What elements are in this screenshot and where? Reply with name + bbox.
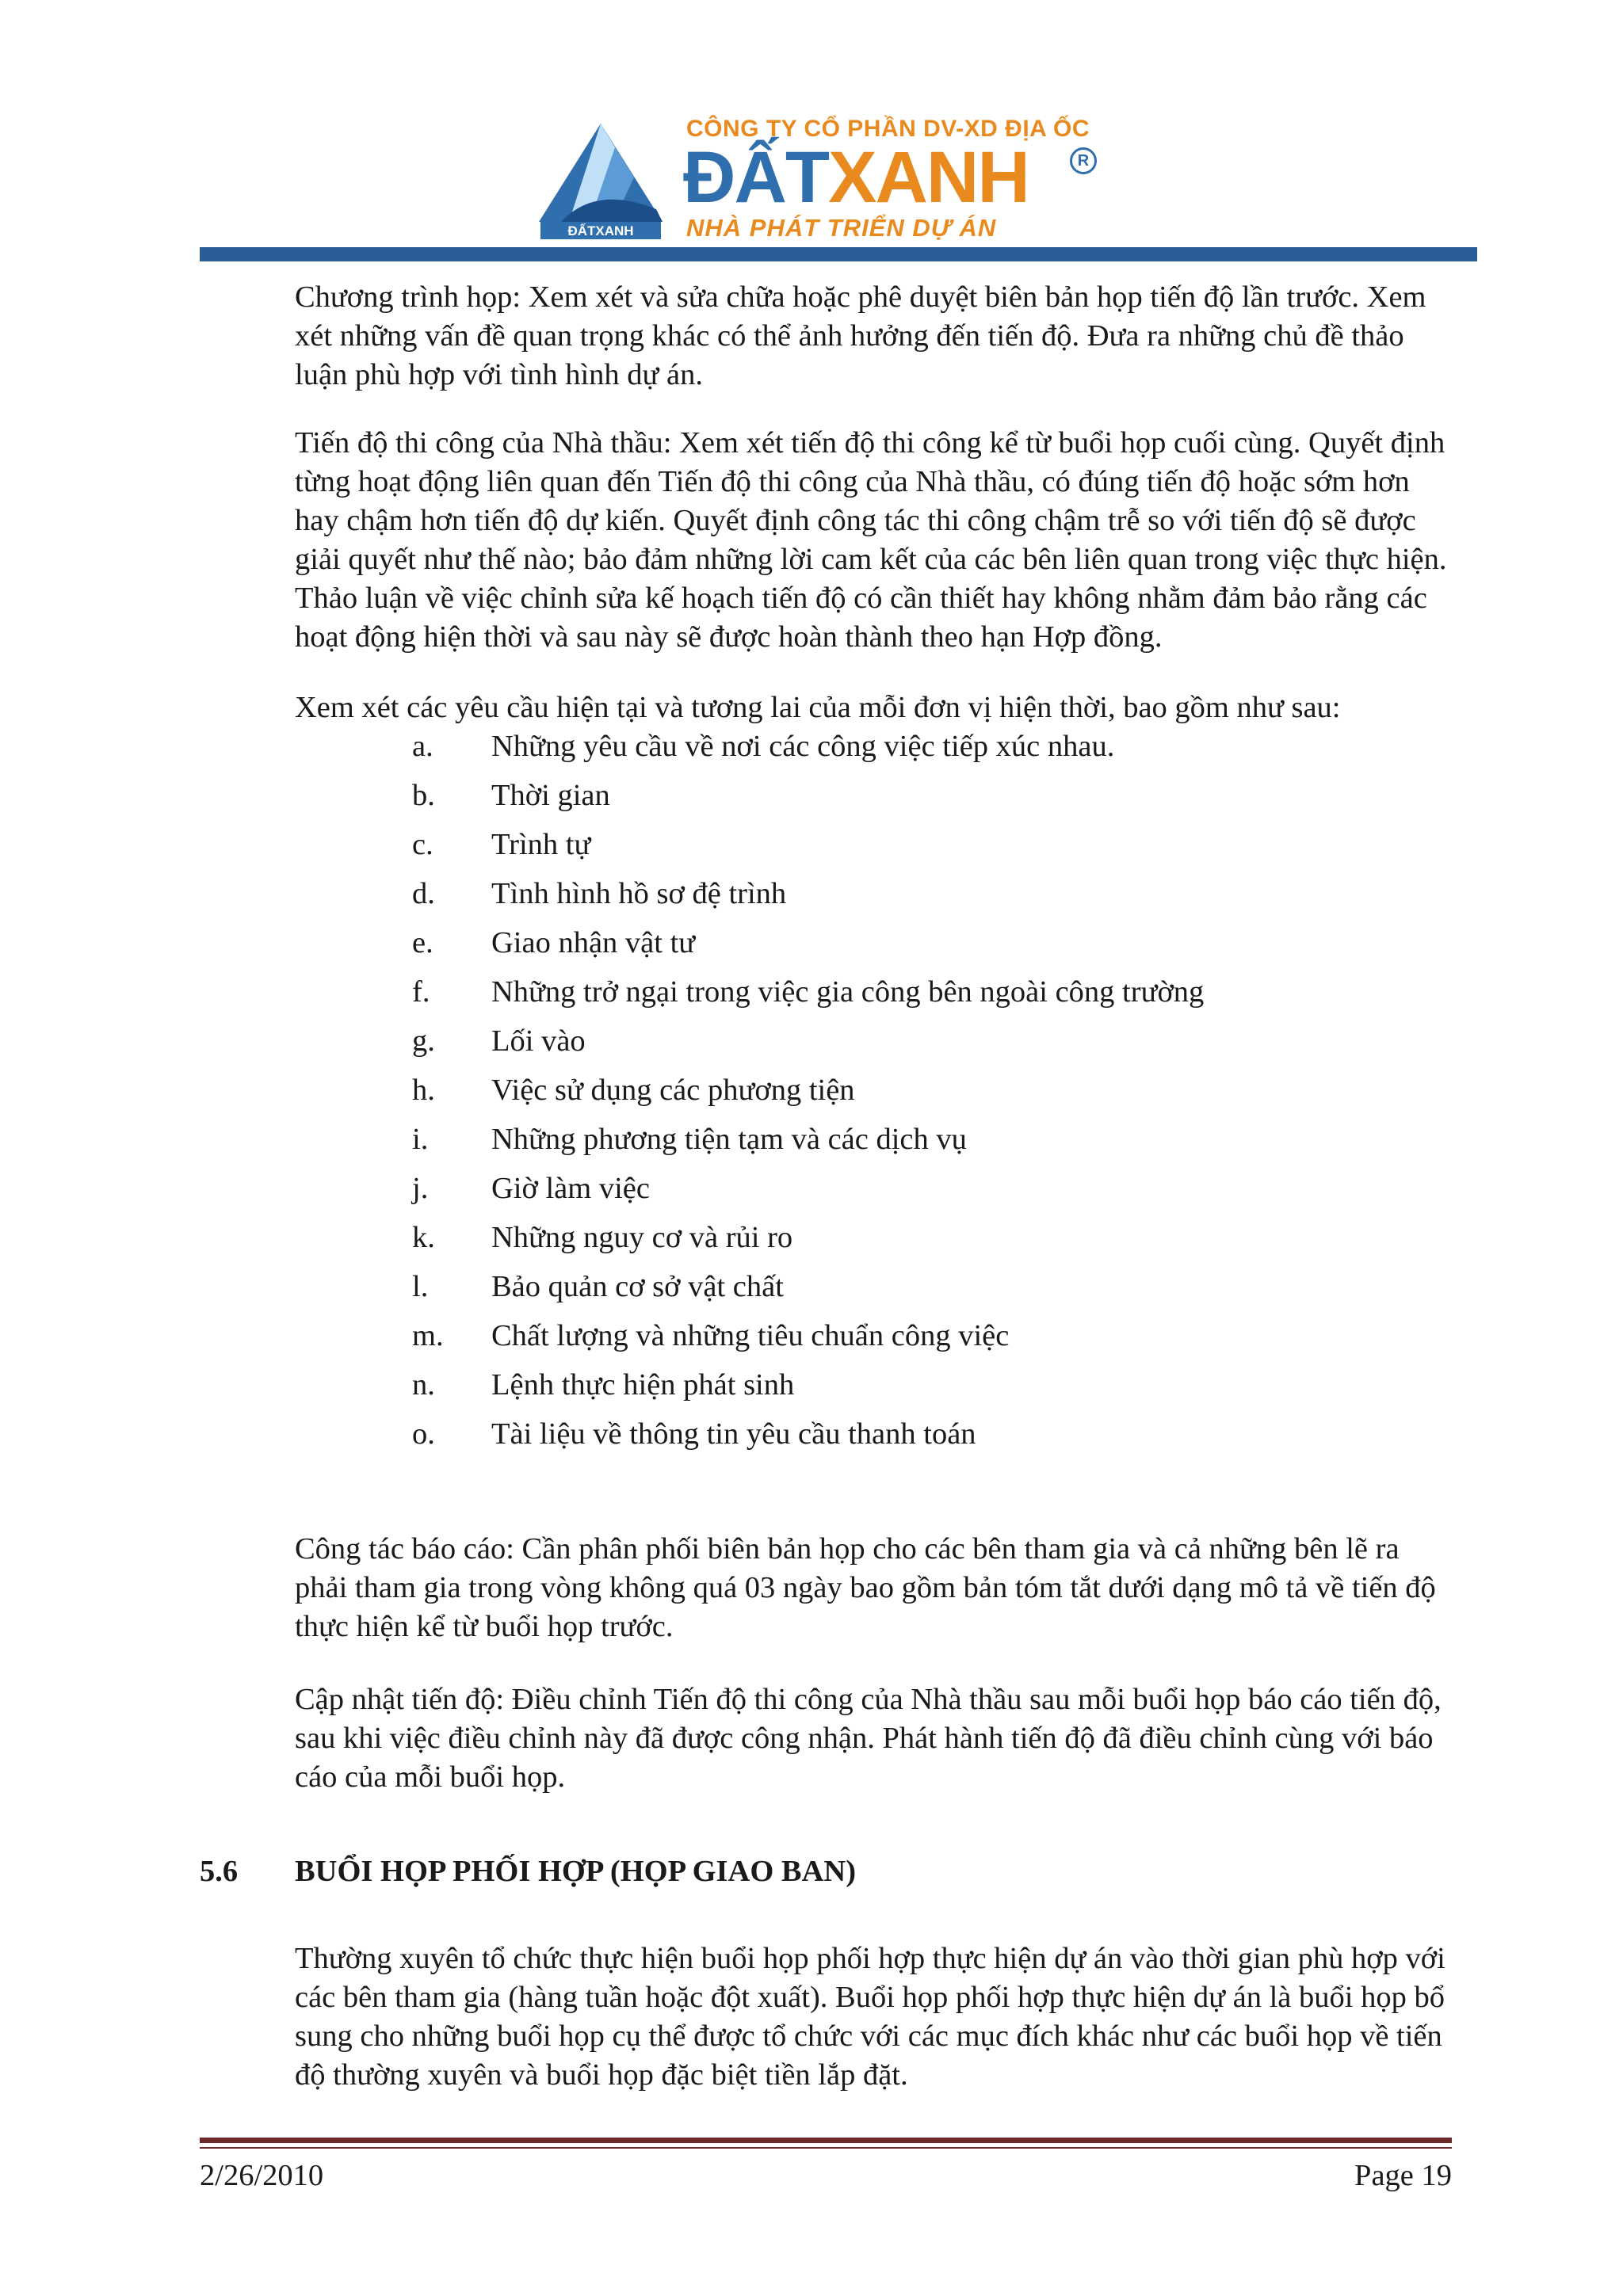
list-item-text: Những nguy cơ và rủi ro bbox=[491, 1221, 793, 1254]
footer-divider bbox=[200, 2138, 1452, 2143]
registered-mark-icon: R bbox=[1070, 147, 1097, 174]
section-number: 5.6 bbox=[200, 1855, 239, 1888]
list-item-letter: f. bbox=[412, 975, 430, 1009]
brand-name-part2: XANH bbox=[828, 137, 1029, 218]
company-name: CÔNG TY CỔ PHẦN DV-XD ĐỊA ỐC bbox=[686, 116, 1090, 142]
page-number: Page 19 bbox=[1354, 2159, 1452, 2192]
list-item-letter: i. bbox=[412, 1123, 429, 1156]
paragraph-meeting-agenda: Chương trình họp: Xem xét và sửa chữa hoặc phê duyệt biên bản họp tiến độ lần trước. Xem xét những vấn đề quan trọng khác có thể ảnh hưởng đến tiến độ. Đưa ra những chủ đề thảo luận phù hợp với tình hình dự án. bbox=[295, 280, 1426, 391]
company-tagline: NHÀ PHÁT TRIỂN DỰ ÁN bbox=[686, 214, 997, 242]
list-item-text: Giờ làm việc bbox=[491, 1172, 650, 1205]
footer-date: 2/26/2010 bbox=[200, 2159, 324, 2192]
list-item-text: Những yêu cầu về nơi các công việc tiếp xúc nhau. bbox=[491, 730, 1115, 763]
footer-divider-thin bbox=[200, 2147, 1452, 2149]
list-item-letter: e. bbox=[412, 926, 433, 959]
paragraph-contractor-schedule: Tiến độ thi công của Nhà thầu: Xem xét tiến độ thi công kể từ buổi họp cuối cùng. Quyết định từng hoạt động liên quan đến Tiến độ thi công của Nhà thầu, có đúng tiến độ hoặc sớm hơn hay chậm hơn tiến độ dự kiến. Quyết định công tác thi công chậm trễ so với tiến độ sẽ được giải quyết như thế nào; bảo đảm những lời cam kết của các bên liên quan trong việc thực hiện. Thảo luận về việc chỉnh sửa kế hoạch tiến độ có cần thiết hay không nhằm đảm bảo rằng các hoạt động hiện thời và sau này sẽ được hoàn thành theo hạn Hợp đồng. bbox=[295, 426, 1447, 654]
list-item-letter: k. bbox=[412, 1221, 435, 1254]
section-heading: BUỔI HỌP PHỐI HỢP (HỌP GIAO BAN) bbox=[295, 1855, 857, 1888]
list-item-letter: d. bbox=[412, 877, 435, 910]
list-item-text: Thời gian bbox=[491, 779, 610, 812]
list-item-letter: c. bbox=[412, 828, 433, 861]
list-item-letter: o. bbox=[412, 1417, 435, 1451]
list-item-text: Lệnh thực hiện phát sinh bbox=[491, 1368, 795, 1402]
list-item-letter: b. bbox=[412, 779, 435, 812]
list-item-text: Những trở ngại trong việc gia công bên ngoài công trường bbox=[491, 975, 1205, 1009]
brand-name bbox=[683, 137, 1029, 218]
paragraph-reporting: Công tác báo cáo: Cần phân phối biên bản họp cho các bên tham gia và cả những bên lẽ ra phải tham gia trong vòng không quá 03 ngày bao gồm bản tóm tắt dưới dạng mô tả về tiến độ thực hiện kể từ buổi họp trước. bbox=[295, 1532, 1436, 1643]
list-item-letter: m. bbox=[412, 1319, 444, 1352]
brand-name-part1: ĐẤT bbox=[683, 137, 829, 218]
list-item-text: Tài liệu về thông tin yêu cầu thanh toán bbox=[491, 1417, 976, 1451]
list-item-text: Trình tự bbox=[491, 828, 591, 861]
list-item-text: Việc sử dụng các phương tiện bbox=[491, 1074, 855, 1107]
list-item-text: Giao nhận vật tư bbox=[491, 926, 696, 959]
logo-triangle-icon bbox=[537, 120, 664, 241]
list-item-letter: h. bbox=[412, 1074, 435, 1107]
list-item-letter: j. bbox=[412, 1172, 429, 1205]
list-item-text: Tình hình hồ sơ đệ trình bbox=[491, 877, 787, 910]
list-item-text: Bảo quản cơ sở vật chất bbox=[491, 1270, 784, 1303]
paragraph-coordination-meeting: Thường xuyên tổ chức thực hiện buổi họp phối hợp thực hiện dự án vào thời gian phù hợp với các bên tham gia (hàng tuần hoặc đột xuất). Buổi họp phối hợp thực hiện dự án là buổi họp bổ sung cho những buổi họp cụ thể được tổ chức với các mục đích khác như các buổi họp về tiến độ thường xuyên và buổi họp đặc biệt tiền lắp đặt. bbox=[295, 1942, 1445, 2092]
logo-text: ĐẤTXANH bbox=[567, 223, 634, 238]
list-item-letter: a. bbox=[412, 730, 433, 763]
list-item-text: Chất lượng và những tiêu chuẩn công việc bbox=[491, 1319, 1010, 1352]
list-item-text: Lối vào bbox=[491, 1024, 586, 1058]
list-item-letter: n. bbox=[412, 1368, 435, 1402]
list-item-text: Những phương tiện tạm và các dịch vụ bbox=[491, 1123, 967, 1156]
paragraph-schedule-update: Cập nhật tiến độ: Điều chỉnh Tiến độ thi công của Nhà thầu sau mỗi buổi họp báo cáo tiến độ, sau khi việc điều chỉnh này đã được công nhận. Phát hành tiến độ đã điều chỉnh cùng với báo cáo của mỗi buổi họp. bbox=[295, 1683, 1442, 1794]
list-item-letter: l. bbox=[412, 1270, 429, 1303]
list-item-letter: g. bbox=[412, 1024, 435, 1058]
header-divider bbox=[200, 247, 1477, 261]
paragraph-requirements-intro: Xem xét các yêu cầu hiện tại và tương lai của mỗi đơn vị hiện thời, bao gồm như sau: bbox=[295, 691, 1341, 724]
